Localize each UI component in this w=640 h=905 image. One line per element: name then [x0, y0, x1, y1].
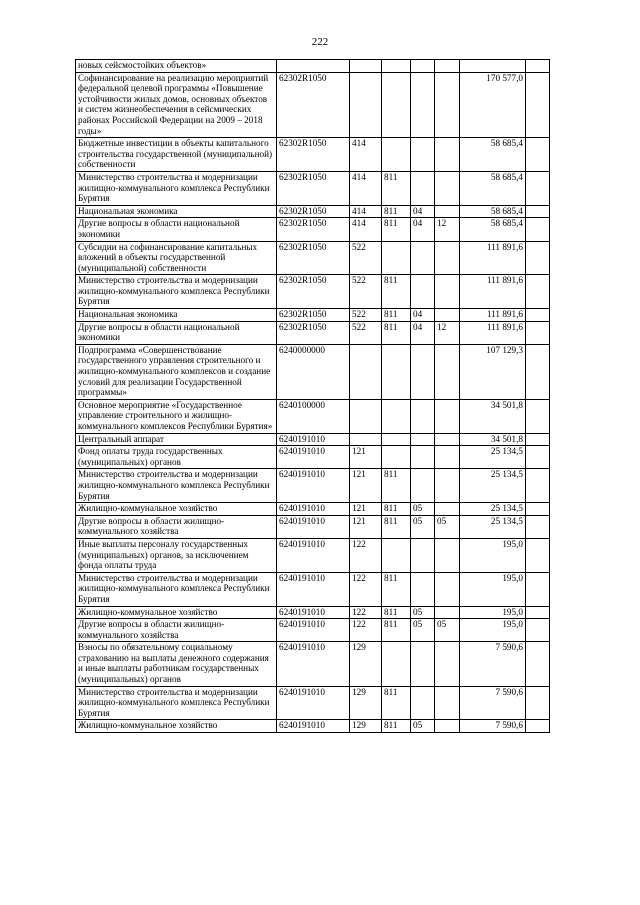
amount-cell: 34 501,8	[460, 433, 526, 446]
table-row	[76, 138, 550, 172]
empty-cell	[526, 572, 550, 606]
section-code-cell: 04	[411, 321, 435, 344]
section-code-cell: 05	[411, 619, 435, 642]
target-code-cell: 6240191010	[277, 433, 350, 446]
ministry-code-cell: 811	[382, 171, 411, 205]
subsection-code-cell: 12	[435, 218, 460, 241]
subsection-code-cell	[435, 309, 460, 322]
section-code-cell	[411, 72, 435, 138]
table-row	[76, 344, 550, 399]
table-row	[76, 515, 550, 538]
expense-type-code-cell: 414	[350, 218, 382, 241]
section-code-cell	[411, 433, 435, 446]
section-code-cell	[411, 399, 435, 433]
table-row	[76, 686, 550, 720]
ministry-code-cell	[382, 60, 411, 73]
expense-type-code-cell: 129	[350, 686, 382, 720]
amount-cell: 7 590,6	[460, 642, 526, 686]
item-name-cell: Национальная экономика	[76, 205, 277, 218]
ministry-code-cell: 811	[382, 720, 411, 733]
table-row	[76, 275, 550, 309]
ministry-code-cell: 811	[382, 321, 411, 344]
expense-type-code-cell: 522	[350, 309, 382, 322]
item-name-cell: Министерство строительства и модернизации жилищно-коммунального комплекса Республики Бурятия	[76, 275, 277, 309]
expense-type-code-cell: 522	[350, 275, 382, 309]
expense-type-code-cell: 122	[350, 538, 382, 572]
section-code-cell	[411, 241, 435, 275]
section-code-cell	[411, 344, 435, 399]
empty-cell	[526, 138, 550, 172]
ministry-code-cell	[382, 433, 411, 446]
target-code-cell: 6240191010	[277, 503, 350, 516]
section-code-cell	[411, 446, 435, 469]
subsection-code-cell	[435, 275, 460, 309]
subsection-code-cell	[435, 469, 460, 503]
section-code-cell	[411, 469, 435, 503]
target-code-cell: 6240000000	[277, 344, 350, 399]
empty-cell	[526, 433, 550, 446]
amount-cell: 111 891,6	[460, 275, 526, 309]
target-code-cell: 6240191010	[277, 446, 350, 469]
table-row	[76, 469, 550, 503]
table-row	[76, 606, 550, 619]
ministry-code-cell	[382, 642, 411, 686]
subsection-code-cell	[435, 72, 460, 138]
item-name-cell: Национальная экономика	[76, 309, 277, 322]
item-name-cell: Другие вопросы в области жилищно-коммунального хозяйства	[76, 515, 277, 538]
ministry-code-cell: 811	[382, 218, 411, 241]
item-name-cell: Фонд оплаты труда государственных (муниципальных) органов	[76, 446, 277, 469]
subsection-code-cell	[435, 205, 460, 218]
target-code-cell: 62302R1050	[277, 171, 350, 205]
section-code-cell	[411, 275, 435, 309]
empty-cell	[526, 218, 550, 241]
item-name-cell: Бюджетные инвестиции в объекты капитального строительства государственной (муниципальной) собственности	[76, 138, 277, 172]
expense-type-code-cell	[350, 60, 382, 73]
table-row	[76, 321, 550, 344]
target-code-cell: 62302R1050	[277, 321, 350, 344]
subsection-code-cell: 12	[435, 321, 460, 344]
table-row	[76, 642, 550, 686]
table-row	[76, 218, 550, 241]
table-row	[76, 538, 550, 572]
ministry-code-cell: 811	[382, 606, 411, 619]
table-row	[76, 205, 550, 218]
target-code-cell: 6240191010	[277, 469, 350, 503]
subsection-code-cell	[435, 572, 460, 606]
subsection-code-cell	[435, 538, 460, 572]
table-row	[76, 309, 550, 322]
section-code-cell	[411, 60, 435, 73]
empty-cell	[526, 446, 550, 469]
item-name-cell: Жилищно-коммунальное хозяйство	[76, 720, 277, 733]
ministry-code-cell: 811	[382, 686, 411, 720]
expense-type-code-cell: 121	[350, 515, 382, 538]
empty-cell	[526, 720, 550, 733]
subsection-code-cell	[435, 503, 460, 516]
empty-cell	[526, 171, 550, 205]
subsection-code-cell	[435, 720, 460, 733]
target-code-cell: 62302R1050	[277, 138, 350, 172]
ministry-code-cell: 811	[382, 275, 411, 309]
item-name-cell: Другие вопросы в области национальной экономики	[76, 218, 277, 241]
empty-cell	[526, 515, 550, 538]
item-name-cell: Подпрограмма «Совершенствование государственного управления строительного и жилищно-коммунального комплексов и создание условий для реализации Государственной программы»	[76, 344, 277, 399]
empty-cell	[526, 275, 550, 309]
amount-cell: 58 685,4	[460, 205, 526, 218]
ministry-code-cell: 811	[382, 503, 411, 516]
subsection-code-cell: 05	[435, 515, 460, 538]
item-name-cell: Иные выплаты персоналу государственных (муниципальных) органов, за исключением фонда оплаты труда	[76, 538, 277, 572]
subsection-code-cell: 05	[435, 619, 460, 642]
target-code-cell: 62302R1050	[277, 72, 350, 138]
item-name-cell: Министерство строительства и модернизации жилищно-коммунального комплекса Республики Бурятия	[76, 686, 277, 720]
item-name-cell: Взносы по обязательному социальному страхованию на выплаты денежного содержания и иные выплаты работникам государственных (муниципальных) органов	[76, 642, 277, 686]
amount-cell: 58 685,4	[460, 138, 526, 172]
amount-cell: 195,0	[460, 619, 526, 642]
target-code-cell: 6240191010	[277, 606, 350, 619]
ministry-code-cell: 811	[382, 619, 411, 642]
table-row	[76, 619, 550, 642]
target-code-cell: 6240191010	[277, 642, 350, 686]
expense-type-code-cell: 122	[350, 619, 382, 642]
item-name-cell: Министерство строительства и модернизации жилищно-коммунального комплекса Республики Бурятия	[76, 469, 277, 503]
expense-type-code-cell	[350, 433, 382, 446]
empty-cell	[526, 309, 550, 322]
expense-type-code-cell: 121	[350, 503, 382, 516]
empty-cell	[526, 503, 550, 516]
budget-table	[75, 59, 550, 733]
amount-cell: 170 577,0	[460, 72, 526, 138]
expense-type-code-cell: 121	[350, 469, 382, 503]
subsection-code-cell	[435, 433, 460, 446]
section-code-cell: 04	[411, 218, 435, 241]
ministry-code-cell	[382, 399, 411, 433]
subsection-code-cell	[435, 446, 460, 469]
amount-cell: 111 891,6	[460, 309, 526, 322]
empty-cell	[526, 60, 550, 73]
table-row	[76, 72, 550, 138]
subsection-code-cell	[435, 171, 460, 205]
amount-cell: 111 891,6	[460, 241, 526, 275]
section-code-cell	[411, 572, 435, 606]
expense-type-code-cell: 129	[350, 720, 382, 733]
subsection-code-cell	[435, 60, 460, 73]
empty-cell	[526, 72, 550, 138]
budget-table-body	[76, 60, 550, 733]
expense-type-code-cell: 414	[350, 138, 382, 172]
subsection-code-cell	[435, 642, 460, 686]
subsection-code-cell	[435, 606, 460, 619]
table-row	[76, 433, 550, 446]
empty-cell	[526, 321, 550, 344]
empty-cell	[526, 538, 550, 572]
subsection-code-cell	[435, 241, 460, 275]
table-row	[76, 241, 550, 275]
item-name-cell: Другие вопросы в области национальной экономики	[76, 321, 277, 344]
expense-type-code-cell: 122	[350, 572, 382, 606]
empty-cell	[526, 686, 550, 720]
expense-type-code-cell: 122	[350, 606, 382, 619]
section-code-cell	[411, 138, 435, 172]
item-name-cell: Центральный аппарат	[76, 433, 277, 446]
section-code-cell: 04	[411, 205, 435, 218]
expense-type-code-cell: 414	[350, 205, 382, 218]
target-code-cell: 6240191010	[277, 572, 350, 606]
target-code-cell: 62302R1050	[277, 309, 350, 322]
expense-type-code-cell: 414	[350, 171, 382, 205]
amount-cell: 34 501,8	[460, 399, 526, 433]
amount-cell: 58 685,4	[460, 218, 526, 241]
target-code-cell: 62302R1050	[277, 205, 350, 218]
target-code-cell: 6240191010	[277, 619, 350, 642]
table-row	[76, 720, 550, 733]
amount-cell: 7 590,6	[460, 720, 526, 733]
target-code-cell: 6240191010	[277, 686, 350, 720]
ministry-code-cell: 811	[382, 515, 411, 538]
amount-cell: 25 134,5	[460, 469, 526, 503]
section-code-cell: 04	[411, 309, 435, 322]
item-name-cell: Жилищно-коммунальное хозяйство	[76, 503, 277, 516]
table-row	[76, 60, 550, 73]
amount-cell: 195,0	[460, 538, 526, 572]
table-row	[76, 399, 550, 433]
empty-cell	[526, 399, 550, 433]
ministry-code-cell	[382, 538, 411, 572]
table-row	[76, 572, 550, 606]
expense-type-code-cell: 522	[350, 321, 382, 344]
empty-cell	[526, 606, 550, 619]
item-name-cell: Министерство строительства и модернизации жилищно-коммунального комплекса Республики Бурятия	[76, 572, 277, 606]
item-name-cell: Министерство строительства и модернизации жилищно-коммунального комплекса Республики Бурятия	[76, 171, 277, 205]
target-code-cell: 62302R1050	[277, 241, 350, 275]
section-code-cell	[411, 642, 435, 686]
expense-type-code-cell	[350, 72, 382, 138]
ministry-code-cell: 811	[382, 469, 411, 503]
amount-cell: 58 685,4	[460, 171, 526, 205]
subsection-code-cell	[435, 686, 460, 720]
ministry-code-cell	[382, 446, 411, 469]
section-code-cell: 05	[411, 720, 435, 733]
section-code-cell: 05	[411, 606, 435, 619]
section-code-cell	[411, 171, 435, 205]
section-code-cell: 05	[411, 503, 435, 516]
empty-cell	[526, 344, 550, 399]
target-code-cell	[277, 60, 350, 73]
amount-cell: 107 129,3	[460, 344, 526, 399]
amount-cell: 195,0	[460, 606, 526, 619]
expense-type-code-cell	[350, 344, 382, 399]
expense-type-code-cell: 522	[350, 241, 382, 275]
page-number: 222	[311, 36, 329, 48]
section-code-cell	[411, 538, 435, 572]
table-row	[76, 503, 550, 516]
target-code-cell: 6240191010	[277, 538, 350, 572]
item-name-cell: Основное мероприятие «Государственное управление строительного и жилищно-коммунального комплексов Республики Бурятия»	[76, 399, 277, 433]
section-code-cell: 05	[411, 515, 435, 538]
ministry-code-cell	[382, 138, 411, 172]
ministry-code-cell: 811	[382, 205, 411, 218]
expense-type-code-cell	[350, 399, 382, 433]
empty-cell	[526, 241, 550, 275]
target-code-cell: 6240191010	[277, 720, 350, 733]
target-code-cell: 6240100000	[277, 399, 350, 433]
amount-cell: 25 134,5	[460, 503, 526, 516]
ministry-code-cell	[382, 344, 411, 399]
amount-cell: 25 134,5	[460, 446, 526, 469]
empty-cell	[526, 619, 550, 642]
empty-cell	[526, 642, 550, 686]
amount-cell: 111 891,6	[460, 321, 526, 344]
amount-cell: 195,0	[460, 572, 526, 606]
section-code-cell	[411, 686, 435, 720]
table-row	[76, 171, 550, 205]
expense-type-code-cell: 121	[350, 446, 382, 469]
subsection-code-cell	[435, 344, 460, 399]
amount-cell	[460, 60, 526, 73]
ministry-code-cell	[382, 241, 411, 275]
item-name-cell: Другие вопросы в области жилищно-коммунального хозяйства	[76, 619, 277, 642]
subsection-code-cell	[435, 138, 460, 172]
subsection-code-cell	[435, 399, 460, 433]
empty-cell	[526, 469, 550, 503]
target-code-cell: 62302R1050	[277, 275, 350, 309]
amount-cell: 25 134,5	[460, 515, 526, 538]
table-row	[76, 446, 550, 469]
ministry-code-cell	[382, 72, 411, 138]
ministry-code-cell: 811	[382, 309, 411, 322]
ministry-code-cell: 811	[382, 572, 411, 606]
expense-type-code-cell: 129	[350, 642, 382, 686]
item-name-cell: Жилищно-коммунальное хозяйство	[76, 606, 277, 619]
amount-cell: 7 590,6	[460, 686, 526, 720]
target-code-cell: 6240191010	[277, 515, 350, 538]
item-name-cell: Субсидии на софинансирование капитальных вложений в объекты государственной (муниципальной) собственности	[76, 241, 277, 275]
item-name-cell: новых сейсмостойких объектов»	[76, 60, 277, 73]
item-name-cell: Софинансирование на реализацию мероприятий федеральной целевой программы «Повышение устойчивости жилых домов, основных объектов и систем жизнеобеспечения в сейсмических районах Российской Федерации на 2009 – 2018 годы»	[76, 72, 277, 138]
target-code-cell: 62302R1050	[277, 218, 350, 241]
empty-cell	[526, 205, 550, 218]
